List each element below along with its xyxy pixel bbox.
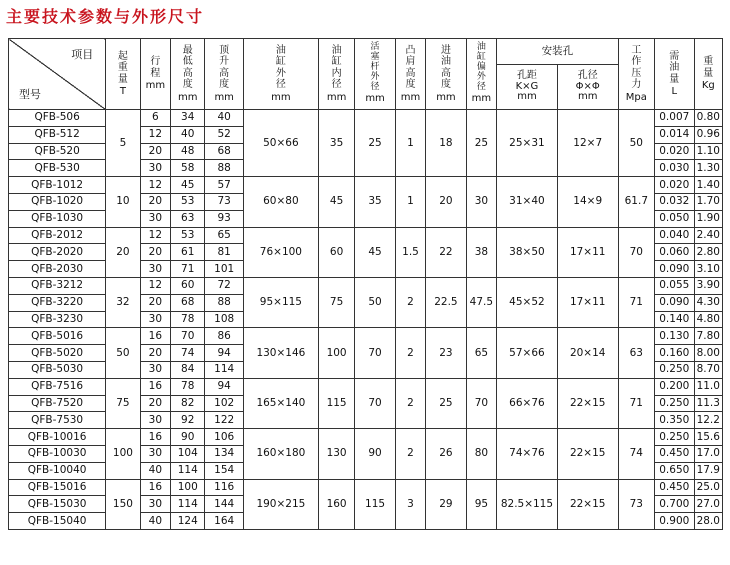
offset-od-cell: 38 — [466, 227, 496, 277]
stroke-cell: 20 — [140, 143, 170, 160]
pressure-cell: 71 — [618, 378, 654, 428]
min-height-cell: 68 — [171, 294, 205, 311]
stroke-cell: 16 — [140, 378, 170, 395]
cylinder-id-cell: 45 — [318, 177, 354, 227]
oil-volume-cell: 0.200 — [655, 378, 694, 395]
model-cell: QFB-1030 — [9, 210, 106, 227]
lift-height-cell: 93 — [205, 210, 243, 227]
rod-od-cell: 90 — [355, 429, 396, 479]
lift-height-cell: 101 — [205, 261, 243, 278]
stroke-cell: 20 — [140, 294, 170, 311]
weight-cell: 11.0 — [694, 378, 722, 395]
lift-height-cell: 106 — [205, 429, 243, 446]
col-header — [395, 39, 425, 110]
min-height-cell: 53 — [171, 193, 205, 210]
min-height-cell: 78 — [171, 378, 205, 395]
weight-cell: 15.6 — [694, 429, 722, 446]
inlet-height-cell: 26 — [426, 429, 467, 479]
hole-diameter-cell: 17×11 — [557, 227, 618, 277]
lift-height-cell: 81 — [205, 244, 243, 261]
weight-cell: 4.30 — [694, 294, 722, 311]
oil-volume-cell: 0.055 — [655, 277, 694, 294]
lift-height-cell: 154 — [205, 462, 243, 479]
weight-cell: 2.80 — [694, 244, 722, 261]
col-header — [140, 39, 170, 110]
offset-od-cell: 95 — [466, 479, 496, 529]
weight-header — [694, 39, 722, 110]
weight-cell: 17.0 — [694, 445, 722, 462]
cylinder-id-cell: 160 — [318, 479, 354, 529]
min-height-cell: 74 — [171, 345, 205, 362]
model-cell: QFB-5030 — [9, 361, 106, 378]
cylinder-id-cell: 115 — [318, 378, 354, 428]
model-cell: QFB-2020 — [9, 244, 106, 261]
min-height-cell: 58 — [171, 160, 205, 177]
offset-od-cell: 80 — [466, 429, 496, 479]
stroke-cell: 40 — [140, 513, 170, 530]
hole-distance-cell: 82.5×115 — [497, 479, 558, 529]
lift-height-cell: 88 — [205, 160, 243, 177]
hole-distance-cell: 74×76 — [497, 429, 558, 479]
weight-cell: 0.80 — [694, 110, 722, 127]
model-cell: QFB-512 — [9, 126, 106, 143]
model-cell: QFB-15040 — [9, 513, 106, 530]
model-cell: QFB-10016 — [9, 429, 106, 446]
model-cell: QFB-3212 — [9, 277, 106, 294]
weight-cell: 7.80 — [694, 328, 722, 345]
page-title: 主要技术参数与外形尺寸 — [6, 7, 205, 26]
min-height-cell: 78 — [171, 311, 205, 328]
lift-height-cell: 40 — [205, 110, 243, 127]
stroke-cell: 20 — [140, 193, 170, 210]
stroke-cell: 30 — [140, 496, 170, 513]
min-height-cell: 124 — [171, 513, 205, 530]
hole-kg-name: 孔距 — [516, 70, 537, 82]
col-header — [466, 39, 496, 110]
stroke-cell: 12 — [140, 126, 170, 143]
col-unit: mm — [326, 91, 347, 103]
lift-height-cell: 122 — [205, 412, 243, 429]
oil-volume-cell: 0.030 — [655, 160, 694, 177]
weight-cell: 3.10 — [694, 261, 722, 278]
hole-phi-header — [557, 65, 618, 110]
shoulder-height-cell: 1 — [395, 177, 425, 227]
min-height-cell: 100 — [171, 479, 205, 496]
stroke-cell: 16 — [140, 328, 170, 345]
hole-distance-cell: 66×76 — [497, 378, 558, 428]
weight-cell: 17.9 — [694, 462, 722, 479]
oil-volume-cell: 0.450 — [655, 479, 694, 496]
hole-diameter-cell: 17×11 — [557, 277, 618, 327]
lift-height-cell: 94 — [205, 378, 243, 395]
capacity-cell: 100 — [106, 429, 140, 479]
inlet-height-cell: 23 — [426, 328, 467, 378]
inlet-height-cell: 22 — [426, 227, 467, 277]
model-cell: QFB-15016 — [9, 479, 106, 496]
min-height-cell: 45 — [171, 177, 205, 194]
shoulder-height-cell: 2 — [395, 277, 425, 327]
oil-volume-cell: 0.160 — [655, 345, 694, 362]
lift-height-cell: 144 — [205, 496, 243, 513]
model-cell: QFB-3230 — [9, 311, 106, 328]
col-header-text: 活塞杆外径 — [370, 42, 380, 92]
table-row — [9, 227, 723, 244]
col-unit: L — [671, 86, 678, 97]
oil-volume-cell: 0.350 — [655, 412, 694, 429]
rod-od-cell: 45 — [355, 227, 396, 277]
oil-volume-cell: 0.060 — [655, 244, 694, 261]
table-row — [9, 177, 723, 194]
lift-height-cell: 134 — [205, 445, 243, 462]
hole-phi-sym: Φ×Φ — [575, 80, 600, 92]
inlet-height-cell: 18 — [426, 110, 467, 177]
lift-height-cell: 73 — [205, 193, 243, 210]
min-height-cell: 53 — [171, 227, 205, 244]
spec-table — [8, 38, 723, 530]
model-cell: QFB-3220 — [9, 294, 106, 311]
shoulder-height-cell: 2 — [395, 378, 425, 428]
lift-height-cell: 102 — [205, 395, 243, 412]
cylinder-id-cell: 100 — [318, 328, 354, 378]
model-cell: QFB-7530 — [9, 412, 106, 429]
lift-height-cell: 164 — [205, 513, 243, 530]
stroke-cell: 20 — [140, 244, 170, 261]
table-row — [9, 110, 723, 127]
hole-diameter-cell: 12×7 — [557, 110, 618, 177]
hole-phi-unit: mm — [577, 91, 598, 103]
hole-diameter-cell: 20×14 — [557, 328, 618, 378]
inlet-height-cell: 20 — [426, 177, 467, 227]
model-cell: QFB-1020 — [9, 193, 106, 210]
oil-volume-cell: 0.250 — [655, 429, 694, 446]
shoulder-height-cell: 1.5 — [395, 227, 425, 277]
min-height-cell: 114 — [171, 496, 205, 513]
hole-diameter-cell: 22×15 — [557, 429, 618, 479]
pressure-cell: 70 — [618, 227, 654, 277]
hole-kg-sym: K×G — [515, 80, 539, 92]
col-unit: Kg — [701, 80, 715, 92]
col-header-text: 行程 — [150, 56, 161, 79]
min-height-cell: 60 — [171, 277, 205, 294]
stroke-cell: 30 — [140, 311, 170, 328]
oil-volume-cell: 0.007 — [655, 110, 694, 127]
hole-diameter-cell: 22×15 — [557, 479, 618, 529]
col-header-text: 油缸内径 — [331, 44, 342, 91]
oil-volume-cell: 0.032 — [655, 193, 694, 210]
hole-kg-unit: mm — [517, 91, 537, 103]
rod-od-cell: 25 — [355, 110, 396, 177]
cylinder-id-cell: 130 — [318, 429, 354, 479]
oil-volume-cell: 0.090 — [655, 294, 694, 311]
weight-cell: 8.70 — [694, 361, 722, 378]
col-header-text: 油缸外径 — [275, 44, 286, 91]
oil-volume-cell: 0.450 — [655, 445, 694, 462]
col-unit: T — [119, 86, 126, 97]
weight-cell: 1.30 — [694, 160, 722, 177]
hole-diameter-cell: 22×15 — [557, 378, 618, 428]
oil-volume-cell: 0.650 — [655, 462, 694, 479]
capacity-cell: 75 — [106, 378, 140, 428]
stroke-cell: 12 — [140, 227, 170, 244]
cylinder-od-cell: 190×215 — [243, 479, 318, 529]
model-cell: QFB-7520 — [9, 395, 106, 412]
table-row — [9, 277, 723, 294]
col-header-text: 油缸偏外径 — [476, 42, 486, 92]
capacity-cell: 20 — [106, 227, 140, 277]
col-unit: mm — [400, 91, 421, 103]
stroke-cell: 6 — [140, 110, 170, 127]
model-cell: QFB-530 — [9, 160, 106, 177]
oil-header — [655, 39, 694, 110]
oil-volume-cell: 0.050 — [655, 210, 694, 227]
model-cell: QFB-15030 — [9, 496, 106, 513]
offset-od-cell: 30 — [466, 177, 496, 227]
min-height-cell: 40 — [171, 126, 205, 143]
min-height-cell: 34 — [171, 110, 205, 127]
capacity-cell: 5 — [106, 110, 140, 177]
col-header — [171, 39, 205, 110]
stroke-cell: 30 — [140, 210, 170, 227]
col-header-text: 需油量 — [669, 50, 680, 85]
cylinder-od-cell: 76×100 — [243, 227, 318, 277]
min-height-cell: 84 — [171, 361, 205, 378]
min-height-cell: 114 — [171, 462, 205, 479]
stroke-cell: 30 — [140, 261, 170, 278]
hole-distance-cell: 25×31 — [497, 110, 558, 177]
stroke-cell: 20 — [140, 345, 170, 362]
model-cell: QFB-5020 — [9, 345, 106, 362]
lift-height-cell: 86 — [205, 328, 243, 345]
shoulder-height-cell: 3 — [395, 479, 425, 529]
hole-phi-name: 孔径 — [577, 70, 598, 82]
offset-od-cell: 70 — [466, 378, 496, 428]
col-unit: Mpa — [625, 91, 647, 103]
oil-volume-cell: 0.250 — [655, 395, 694, 412]
stroke-cell: 16 — [140, 479, 170, 496]
hole-diameter-cell: 14×9 — [557, 177, 618, 227]
table-row — [9, 378, 723, 395]
model-cell: QFB-1012 — [9, 177, 106, 194]
pressure-cell: 61.7 — [618, 177, 654, 227]
shoulder-height-cell: 2 — [395, 429, 425, 479]
stroke-cell: 30 — [140, 412, 170, 429]
weight-cell: 3.90 — [694, 277, 722, 294]
col-header — [426, 39, 467, 110]
cylinder-id-cell: 75 — [318, 277, 354, 327]
oil-volume-cell: 0.020 — [655, 177, 694, 194]
oil-volume-cell: 0.090 — [655, 261, 694, 278]
lift-height-cell: 57 — [205, 177, 243, 194]
weight-cell: 1.70 — [694, 193, 722, 210]
weight-cell: 1.40 — [694, 177, 722, 194]
weight-cell: 8.00 — [694, 345, 722, 362]
lift-height-cell: 72 — [205, 277, 243, 294]
item-model-header — [9, 39, 106, 110]
min-height-cell: 104 — [171, 445, 205, 462]
rod-od-cell: 70 — [355, 328, 396, 378]
col-unit: mm — [436, 91, 456, 103]
oil-volume-cell: 0.014 — [655, 126, 694, 143]
offset-od-cell: 25 — [466, 110, 496, 177]
cylinder-od-cell: 165×140 — [243, 378, 318, 428]
weight-cell: 28.0 — [694, 513, 722, 530]
model-cell: QFB-520 — [9, 143, 106, 160]
lift-height-cell: 65 — [205, 227, 243, 244]
hole-distance-cell: 45×52 — [497, 277, 558, 327]
lift-height-cell: 94 — [205, 345, 243, 362]
table-row — [9, 429, 723, 446]
cylinder-id-cell: 35 — [318, 110, 354, 177]
min-height-cell: 70 — [171, 328, 205, 345]
shoulder-height-cell: 1 — [395, 110, 425, 177]
stroke-cell: 12 — [140, 177, 170, 194]
min-height-cell: 92 — [171, 412, 205, 429]
col-unit: mm — [365, 93, 385, 105]
pressure-cell: 71 — [618, 277, 654, 327]
col-header — [205, 39, 243, 110]
min-height-cell: 90 — [171, 429, 205, 446]
rod-od-cell: 50 — [355, 277, 396, 327]
capacity-cell: 50 — [106, 328, 140, 378]
pressure-cell: 74 — [618, 429, 654, 479]
weight-cell: 4.80 — [694, 311, 722, 328]
hole-group-header: 安装孔 — [497, 39, 619, 65]
lift-height-cell: 52 — [205, 126, 243, 143]
lift-height-cell: 68 — [205, 143, 243, 160]
model-cell: QFB-2012 — [9, 227, 106, 244]
min-height-cell: 82 — [171, 395, 205, 412]
col-header-text: 起重量 — [117, 50, 128, 85]
oil-volume-cell: 0.130 — [655, 328, 694, 345]
weight-cell: 2.40 — [694, 227, 722, 244]
col-unit: mm — [271, 91, 291, 103]
col-header-text: 重量 — [703, 56, 714, 79]
inlet-height-cell: 29 — [426, 479, 467, 529]
capacity-cell: 10 — [106, 177, 140, 227]
col-header-text: 凸肩高度 — [405, 44, 416, 91]
table-row — [9, 479, 723, 496]
lift-height-cell: 88 — [205, 294, 243, 311]
cylinder-od-cell: 95×115 — [243, 277, 318, 327]
weight-cell: 0.96 — [694, 126, 722, 143]
oil-volume-cell: 0.020 — [655, 143, 694, 160]
stroke-cell: 40 — [140, 462, 170, 479]
capacity-cell: 32 — [106, 277, 140, 327]
cylinder-od-cell: 160×180 — [243, 429, 318, 479]
offset-od-cell: 47.5 — [466, 277, 496, 327]
col-header-text: 最低高度 — [182, 44, 193, 91]
model-label: 型号 — [19, 88, 41, 102]
model-cell: QFB-7516 — [9, 378, 106, 395]
col-header — [355, 39, 396, 110]
col-unit: mm — [471, 93, 492, 105]
stroke-cell: 20 — [140, 395, 170, 412]
model-cell: QFB-10040 — [9, 462, 106, 479]
cylinder-od-cell: 50×66 — [243, 110, 318, 177]
col-header — [106, 39, 140, 110]
table-body — [9, 110, 723, 530]
oil-volume-cell: 0.900 — [655, 513, 694, 530]
weight-cell: 11.3 — [694, 395, 722, 412]
model-cell: QFB-10030 — [9, 445, 106, 462]
col-header — [318, 39, 354, 110]
col-header-text: 顶升高度 — [219, 44, 230, 91]
weight-cell: 25.0 — [694, 479, 722, 496]
weight-cell: 1.10 — [694, 143, 722, 160]
hole-kg-header — [497, 65, 558, 110]
pressure-cell: 63 — [618, 328, 654, 378]
hole-distance-cell: 38×50 — [497, 227, 558, 277]
model-cell: QFB-506 — [9, 110, 106, 127]
rod-od-cell: 70 — [355, 378, 396, 428]
model-cell: QFB-2030 — [9, 261, 106, 278]
weight-cell: 12.2 — [694, 412, 722, 429]
model-cell: QFB-5016 — [9, 328, 106, 345]
col-unit: mm — [145, 80, 166, 92]
offset-od-cell: 65 — [466, 328, 496, 378]
cylinder-od-cell: 130×146 — [243, 328, 318, 378]
col-header-text: 工作压力 — [631, 44, 642, 91]
weight-cell: 27.0 — [694, 496, 722, 513]
stroke-cell: 30 — [140, 361, 170, 378]
cylinder-id-cell: 60 — [318, 227, 354, 277]
table-header — [9, 39, 723, 110]
capacity-cell: 150 — [106, 479, 140, 529]
inlet-height-cell: 22.5 — [426, 277, 467, 327]
oil-volume-cell: 0.040 — [655, 227, 694, 244]
min-height-cell: 63 — [171, 210, 205, 227]
cylinder-od-cell: 60×80 — [243, 177, 318, 227]
col-unit: mm — [177, 91, 198, 103]
weight-cell: 1.90 — [694, 210, 722, 227]
stroke-cell: 30 — [140, 445, 170, 462]
hole-distance-cell: 31×40 — [497, 177, 558, 227]
pressure-header — [618, 39, 654, 110]
min-height-cell: 61 — [171, 244, 205, 261]
item-label: 项目 — [71, 48, 94, 61]
lift-height-cell: 114 — [205, 361, 243, 378]
stroke-cell: 12 — [140, 277, 170, 294]
min-height-cell: 71 — [171, 261, 205, 278]
col-header-text: 进油高度 — [440, 44, 451, 91]
hole-distance-cell: 57×66 — [497, 328, 558, 378]
oil-volume-cell: 0.250 — [655, 361, 694, 378]
rod-od-cell: 115 — [355, 479, 396, 529]
pressure-cell: 50 — [618, 110, 654, 177]
col-header — [243, 39, 318, 110]
inlet-height-cell: 25 — [426, 378, 467, 428]
stroke-cell: 16 — [140, 429, 170, 446]
shoulder-height-cell: 2 — [395, 328, 425, 378]
min-height-cell: 48 — [171, 143, 205, 160]
oil-volume-cell: 0.700 — [655, 496, 694, 513]
table-row — [9, 328, 723, 345]
pressure-cell: 73 — [618, 479, 654, 529]
stroke-cell: 30 — [140, 160, 170, 177]
col-unit: mm — [214, 91, 234, 103]
lift-height-cell: 116 — [205, 479, 243, 496]
lift-height-cell: 108 — [205, 311, 243, 328]
rod-od-cell: 35 — [355, 177, 396, 227]
oil-volume-cell: 0.140 — [655, 311, 694, 328]
